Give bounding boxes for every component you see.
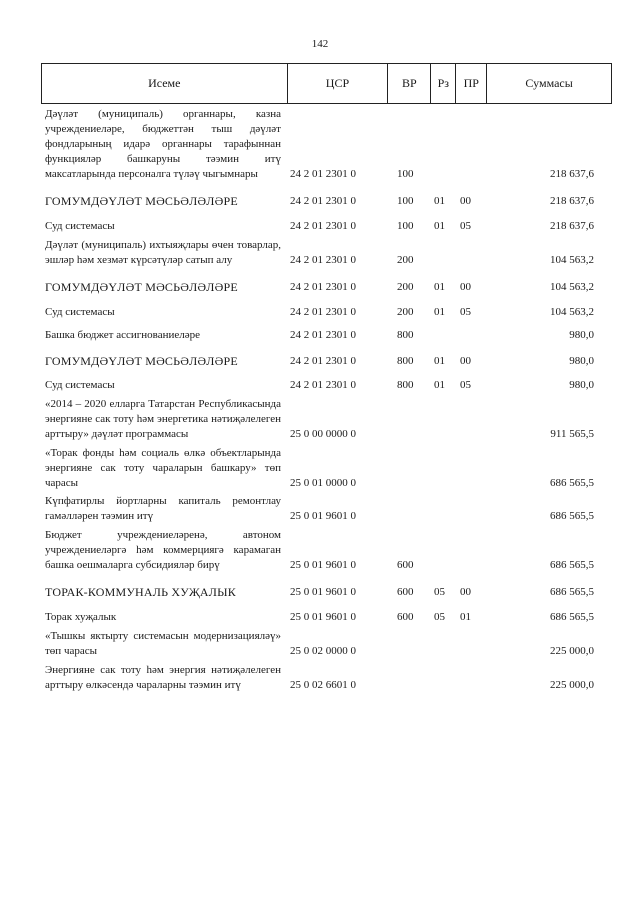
cell-vr: 100 (397, 220, 414, 232)
cell-vr: 800 (397, 355, 414, 367)
cell-sum: 104 563,2 (550, 281, 594, 293)
cell-sum: 225 000,0 (550, 679, 594, 691)
cell-sum: 686 565,5 (550, 559, 594, 571)
cell-name: Күпфатирлы йортларны капиталь ремонтлау гамәлләрен тәэмин итү (45, 495, 281, 522)
budget-table (41, 63, 612, 693)
cell-sum: 911 565,5 (550, 428, 594, 440)
cell-name: Энергияне сак тоту һәм энергия нәтиҗәлелеген арттыру өлкәсендә чараларны тәэмин итү (45, 664, 281, 691)
cell-name: ГОМУМДӘҮЛӘТ МӘСЬӘЛӘЛӘРЕ (45, 354, 238, 368)
cell-rz: 05 (434, 586, 445, 598)
cell-csr: 25 0 01 9601 0 (290, 586, 356, 598)
cell-csr: 24 2 01 2301 0 (290, 306, 356, 318)
cell-pr: 05 (460, 379, 471, 391)
cell-pr: 01 (460, 611, 471, 623)
table-row (41, 280, 612, 295)
cell-vr: 200 (397, 306, 414, 318)
cell-sum: 104 563,2 (550, 306, 594, 318)
header-vr: ВР (388, 64, 431, 103)
cell-sum: 980,0 (569, 379, 594, 391)
cell-csr: 24 2 01 2301 0 (290, 379, 356, 391)
cell-pr: 00 (460, 281, 471, 293)
cell-vr: 100 (397, 168, 414, 180)
page-number: 142 (311, 38, 329, 50)
cell-csr: 24 2 01 2301 0 (290, 254, 356, 266)
cell-vr: 100 (397, 195, 414, 207)
cell-sum: 686 565,5 (550, 477, 594, 489)
table-row (41, 585, 612, 600)
cell-sum: 218 637,6 (550, 168, 594, 180)
table-row (41, 494, 612, 524)
table-body (41, 107, 612, 693)
header-pr: ПР (456, 64, 487, 103)
cell-sum: 686 565,5 (550, 586, 594, 598)
cell-name: ГОМУМДӘҮЛӘТ МӘСЬӘЛӘЛӘРЕ (45, 280, 238, 294)
cell-pr: 00 (460, 355, 471, 367)
cell-rz: 01 (434, 306, 445, 318)
table-row (41, 238, 612, 268)
table-row (41, 354, 612, 369)
header-sum: Суммасы (487, 64, 612, 103)
table-row (41, 328, 612, 343)
cell-name: Суд системасы (45, 379, 115, 391)
cell-csr: 25 0 01 9601 0 (290, 611, 356, 623)
cell-sum: 686 565,5 (550, 510, 594, 522)
table-row (41, 446, 612, 491)
cell-vr: 600 (397, 586, 414, 598)
cell-pr: 00 (460, 586, 471, 598)
table-row (41, 305, 612, 320)
cell-sum: 104 563,2 (550, 254, 594, 266)
cell-rz: 01 (434, 220, 445, 232)
cell-name: Суд системасы (45, 306, 115, 318)
cell-csr: 25 0 01 9601 0 (290, 559, 356, 571)
header-rz: Рз (431, 64, 456, 103)
cell-name: Башка бюджет ассигнованиеләре (45, 329, 200, 341)
cell-sum: 218 637,6 (550, 195, 594, 207)
table-row (41, 219, 612, 234)
table-header (41, 63, 612, 104)
cell-name: Бюджет учреждениеләренә, автоном учреждениеләргә һәм коммерциягә карамаган башка оешмаларга субсидияләр бирү (45, 529, 281, 571)
cell-csr: 24 2 01 2301 0 (290, 220, 356, 232)
cell-sum: 686 565,5 (550, 611, 594, 623)
cell-sum: 225 000,0 (550, 645, 594, 657)
table-row (41, 397, 612, 442)
cell-csr: 25 0 00 0000 0 (290, 428, 356, 440)
cell-rz: 01 (434, 195, 445, 207)
cell-name: ГОМУМДӘҮЛӘТ МӘСЬӘЛӘЛӘРЕ (45, 194, 238, 208)
cell-pr: 05 (460, 306, 471, 318)
table-row (41, 528, 612, 573)
cell-csr: 25 0 02 6601 0 (290, 679, 356, 691)
cell-vr: 600 (397, 559, 414, 571)
table-row (41, 610, 612, 625)
table-row (41, 378, 612, 393)
cell-vr: 200 (397, 281, 414, 293)
cell-rz: 01 (434, 379, 445, 391)
table-row (41, 663, 612, 693)
cell-name: «Тышкы яктырту системасын модернизацияләү» төп чарасы (45, 630, 281, 657)
cell-csr: 24 2 01 2301 0 (290, 168, 356, 180)
cell-csr: 24 2 01 2301 0 (290, 195, 356, 207)
cell-csr: 25 0 01 9601 0 (290, 510, 356, 522)
cell-sum: 980,0 (569, 355, 594, 367)
cell-vr: 800 (397, 379, 414, 391)
cell-pr: 05 (460, 220, 471, 232)
table-row (41, 194, 612, 209)
cell-name: «2014 – 2020 елларга Татарстан Республикасында энергияне сак тоту һәм энергетика нәтиҗәлелеген арттыру» дәүләт программасы (45, 398, 281, 440)
cell-vr: 200 (397, 254, 414, 266)
header-csr: ЦСР (288, 64, 389, 103)
cell-name: ТОРАК-КОММУНАЛЬ ХУҖАЛЫК (45, 585, 236, 599)
cell-rz: 01 (434, 281, 445, 293)
cell-csr: 24 2 01 2301 0 (290, 281, 356, 293)
table-row (41, 107, 612, 182)
cell-rz: 01 (434, 355, 445, 367)
cell-name: Дәүләт (муниципаль) органнары, казна учреждениеләре, бюджеттән тыш дәүләт фондларының идарә органнары тарафыннан функцияләр башкаруны тәэмин итү максатларында персоналга түләү чыгымнары (45, 108, 281, 180)
cell-vr: 600 (397, 611, 414, 623)
cell-csr: 25 0 01 0000 0 (290, 477, 356, 489)
cell-csr: 24 2 01 2301 0 (290, 329, 356, 341)
cell-csr: 25 0 02 0000 0 (290, 645, 356, 657)
cell-name: Дәүләт (муниципаль) ихтыяҗлары өчен товарлар, эшләр һәм хезмәт күрсәтүләр сатып алу (45, 239, 281, 266)
cell-name: Суд системасы (45, 220, 115, 232)
cell-sum: 980,0 (569, 329, 594, 341)
cell-vr: 800 (397, 329, 414, 341)
cell-sum: 218 637,6 (550, 220, 594, 232)
header-name: Исеме (42, 64, 288, 103)
cell-rz: 05 (434, 611, 445, 623)
cell-pr: 00 (460, 195, 471, 207)
cell-csr: 24 2 01 2301 0 (290, 355, 356, 367)
cell-name: Торак хуҗалык (45, 611, 117, 623)
table-row (41, 629, 612, 659)
cell-name: «Торак фонды һәм социаль өлкә объектларында энергияне сак тоту чараларын башкару» төп чарасы (45, 447, 281, 489)
